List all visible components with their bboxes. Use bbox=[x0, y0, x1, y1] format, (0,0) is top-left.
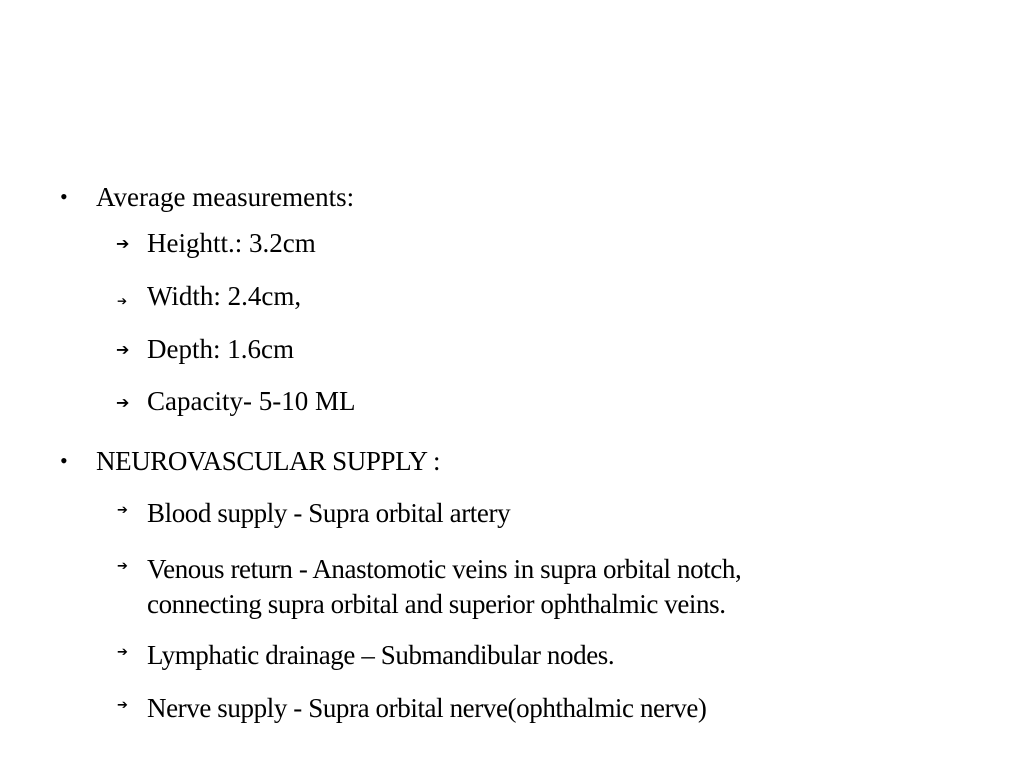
arrow-icon: ➔ bbox=[116, 340, 130, 359]
section-heading: NEUROVASCULAR SUPPLY : bbox=[96, 446, 441, 476]
arrow-icon: ➔ bbox=[116, 234, 130, 253]
bullet-icon: • bbox=[60, 184, 68, 209]
list-item: Heightt.: 3.2cm bbox=[147, 228, 316, 258]
arrow-icon: ➔ bbox=[117, 559, 128, 574]
arrow-icon: ➔ bbox=[117, 503, 128, 518]
list-item: Nerve supply - Supra orbital nerve(ophthalmic nerve) bbox=[147, 693, 707, 723]
list-item: Depth: 1.6cm bbox=[147, 334, 294, 364]
arrow-icon: ➔ bbox=[117, 645, 128, 660]
list-item: Capacity- 5-10 ML bbox=[147, 386, 356, 416]
arrow-icon: ➔ bbox=[116, 393, 130, 412]
list-item-continuation: connecting supra orbital and superior ophthalmic veins. bbox=[147, 589, 726, 619]
list-item: Lymphatic drainage – Submandibular nodes. bbox=[147, 640, 615, 670]
bullet-icon: • bbox=[60, 448, 68, 473]
arrow-icon: ➔ bbox=[117, 698, 128, 713]
arrow-icon: ➔ bbox=[117, 294, 128, 308]
section-heading: Average measurements: bbox=[96, 182, 355, 212]
list-item: Width: 2.4cm, bbox=[147, 281, 302, 311]
list-item: Blood supply - Supra orbital artery bbox=[147, 498, 511, 528]
list-item: Venous return - Anastomotic veins in supra orbital notch, bbox=[147, 554, 742, 584]
